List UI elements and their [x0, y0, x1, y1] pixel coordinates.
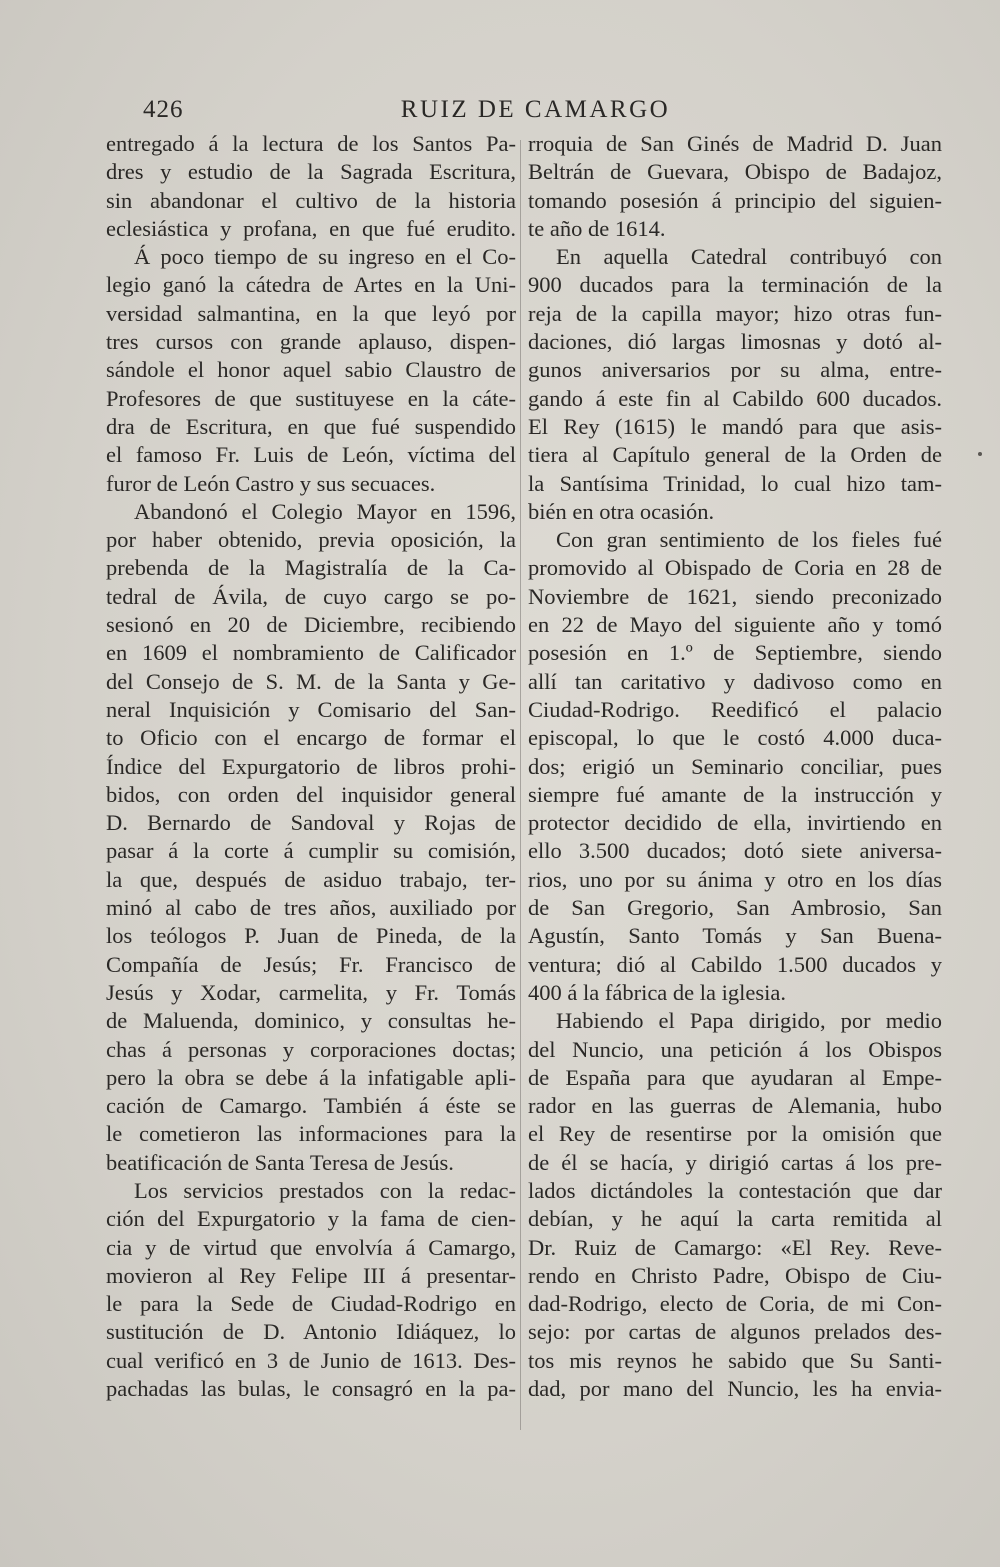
text-line: Abandonó el Colegio Mayor en 1596, — [134, 498, 516, 524]
text-line: tedral de Ávila, de cuyo cargo se po- — [106, 583, 516, 609]
text-line: dad-Rodrigo, electo de Coria, de mi Con- — [528, 1291, 942, 1317]
text-line: posesión en 1.º de Septiembre, siendo — [528, 640, 942, 666]
text-line: D. Bernardo de Sandoval y Rojas de — [106, 810, 516, 836]
text-line: dres y estudio de la Sagrada Escritura, — [106, 159, 516, 185]
text-line: Jesús y Xodar, carmelita, y Fr. Tomás — [106, 979, 516, 1005]
text-line: reja de la capilla mayor; hizo otras fun- — [528, 300, 942, 326]
text-line: entregado á la lectura de los Santos Pa- — [106, 131, 516, 156]
text-line: neral Inquisición y Comisario del San- — [106, 696, 516, 722]
text-line: tos mis reynos he sabido que Su Santi- — [528, 1347, 942, 1373]
text-line: el Rey de resentirse por la omisión que — [528, 1121, 942, 1147]
text-line: te año de 1614. — [528, 215, 666, 241]
text-line: rador en las guerras de Alemania, hubo — [528, 1093, 942, 1119]
text-line: de Maluenda, dominico, y consultas he- — [106, 1008, 516, 1034]
text-line: cual verificó en 3 de Junio de 1613. Des- — [106, 1347, 516, 1373]
text-line: furor de León Castro y sus secuaces. — [106, 470, 436, 496]
text-line: rios, uno por su ánima y otro en los días — [528, 866, 942, 892]
text-line: del Nuncio, una petición á los Obispos — [528, 1036, 942, 1062]
text-line: pachadas las bulas, le consagró en la pa- — [106, 1376, 516, 1402]
text-line: minó al cabo de tres años, auxiliado por — [106, 895, 516, 921]
text-line: ventura; dió al Cabildo 1.500 ducados y — [528, 951, 942, 977]
page-header — [143, 96, 928, 130]
text-line: tomando posesión á principio del siguien- — [528, 187, 942, 213]
text-line: prebenda de la Magistralía de la Ca- — [106, 555, 516, 581]
text-line: beatificación de Santa Teresa de Jesús. — [106, 1149, 454, 1175]
text-line: en 1609 el nombramiento de Calificador — [106, 640, 516, 666]
text-line: tres cursos con grande aplauso, dispen- — [106, 329, 516, 355]
text-line: Con gran sentimiento de los fieles fué — [556, 527, 942, 553]
text-line: chas á personas y corporaciones doctas; — [106, 1036, 516, 1062]
text-line: promovido al Obispado de Coria en 28 de — [528, 555, 942, 581]
text-line: ción del Expurgatorio y la fama de cien- — [106, 1206, 516, 1232]
left-text-column — [106, 130, 516, 1403]
text-line: Índice del Expurgatorio de libros prohi- — [106, 753, 516, 779]
text-line: Beltrán de Guevara, Obispo de Badajoz, — [528, 159, 942, 185]
text-line: de San Gregorio, San Ambrosio, San — [528, 895, 942, 921]
text-line: el famoso Fr. Luis de León, víctima del — [106, 442, 516, 468]
text-line: la que, después de asiduo trabajo, ter- — [106, 866, 516, 892]
text-line: Profesores de que sustituyese en la cáte- — [106, 385, 516, 411]
text-line: lados dictándoles la contestación que dar — [528, 1177, 942, 1203]
text-line: en 22 de Mayo del siguiente año y tomó — [528, 612, 942, 638]
text-line: El Rey (1615) le mandó para que asis- — [528, 413, 942, 439]
text-line: sándole el honor aquel sabio Claustro de — [106, 357, 516, 383]
text-line: Ciudad-Rodrigo. Reedificó el palacio — [528, 696, 942, 722]
text-line: le para la Sede de Ciudad-Rodrigo en — [106, 1291, 516, 1317]
text-line: legio ganó la cátedra de Artes en la Uni- — [106, 272, 516, 298]
text-line: le cometieron las informaciones para la — [106, 1121, 516, 1147]
text-line: Noviembre de 1621, siendo preconizado — [528, 583, 942, 609]
text-line: to Oficio con el encargo de formar el — [106, 725, 516, 751]
text-line: Los servicios prestados con la redac- — [134, 1177, 516, 1203]
text-line: Habiendo el Papa dirigido, por medio — [556, 1008, 942, 1034]
text-line: los teólogos P. Juan de Pineda, de la — [106, 923, 516, 949]
text-line: movieron al Rey Felipe III á presentar- — [106, 1262, 516, 1288]
text-line: bidos, con orden del inquisidor general — [106, 781, 516, 807]
text-line: rroquia de San Ginés de Madrid D. Juan — [528, 131, 942, 156]
text-line: dra de Escritura, en que fué suspendido — [106, 413, 516, 439]
text-line: dos; erigió un Seminario conciliar, pues — [528, 753, 942, 779]
right-text-column — [528, 130, 942, 1403]
text-line: cación de Camargo. También á éste se — [106, 1093, 516, 1119]
text-line: pero la obra se debe á la infatigable apli- — [106, 1064, 516, 1090]
text-line: En aquella Catedral contribuyó con — [556, 244, 942, 270]
text-line: 400 á la fábrica de la iglesia. — [528, 979, 787, 1005]
text-line: tiera al Capítulo general de la Orden de — [528, 442, 942, 468]
text-line: eclesiástica y profana, en que fué erudito. — [106, 215, 516, 241]
text-line: episcopal, lo que le costó 4.000 duca- — [528, 725, 942, 751]
text-line: rendo en Christo Padre, Obispo de Ciu- — [528, 1262, 942, 1288]
text-line: de él se hacía, y dirigió cartas á los pre- — [528, 1149, 942, 1175]
text-line: sustitución de D. Antonio Idiáquez, lo — [106, 1319, 516, 1345]
text-line: siempre fué amante de la instrucción y — [528, 781, 942, 807]
text-line: allí tan caritativo y dadivoso como en — [528, 668, 942, 694]
column-divider — [520, 140, 521, 1430]
text-line: debían, y he aquí la carta remitida al — [528, 1206, 942, 1232]
text-line: daciones, dió largas limosnas y dotó al- — [528, 329, 942, 355]
text-line: Compañía de Jesús; Fr. Francisco de — [106, 951, 516, 977]
text-line: versidad salmantina, en la que leyó por — [106, 300, 516, 326]
text-line: por haber obtenido, previa oposición, la — [106, 527, 516, 553]
text-line: Agustín, Santo Tomás y San Buena- — [528, 923, 942, 949]
text-line: 900 ducados para la terminación de la — [528, 272, 942, 298]
page-number: 426 — [143, 96, 184, 123]
running-title: RUIZ DE CAMARGO — [400, 96, 671, 123]
text-line: sesionó en 20 de Diciembre, recibiendo — [106, 612, 516, 638]
text-line: Dr. Ruiz de Camargo: «El Rey. Reve- — [528, 1234, 942, 1260]
text-line: sin abandonar el cultivo de la historia — [106, 187, 516, 213]
text-line: gando á este fin al Cabildo 600 ducados. — [528, 385, 942, 411]
text-line: ello 3.500 ducados; dotó siete aniversa- — [528, 838, 942, 864]
text-line: sejo: por cartas de algunos prelados des- — [528, 1319, 942, 1345]
page-speck — [978, 452, 982, 456]
text-line: bién en otra ocasión. — [528, 498, 715, 524]
text-line: protector decidido de ella, invirtiendo en — [528, 810, 942, 836]
text-line: gunos aniversarios por su alma, entre- — [528, 357, 942, 383]
text-line: de España para que ayudaran al Empe- — [528, 1064, 942, 1090]
text-line: Á poco tiempo de su ingreso en el Co- — [134, 244, 516, 270]
text-line: cia y de virtud que envolvía á Camargo, — [106, 1234, 516, 1260]
text-line: la Santísima Trinidad, lo cual hizo tam- — [528, 470, 942, 496]
text-line: del Consejo de S. M. de la Santa y Ge- — [106, 668, 516, 694]
text-line: pasar á la corte á cumplir su comisión, — [106, 838, 516, 864]
text-line: dad, por mano del Nuncio, les ha envia- — [528, 1376, 942, 1402]
